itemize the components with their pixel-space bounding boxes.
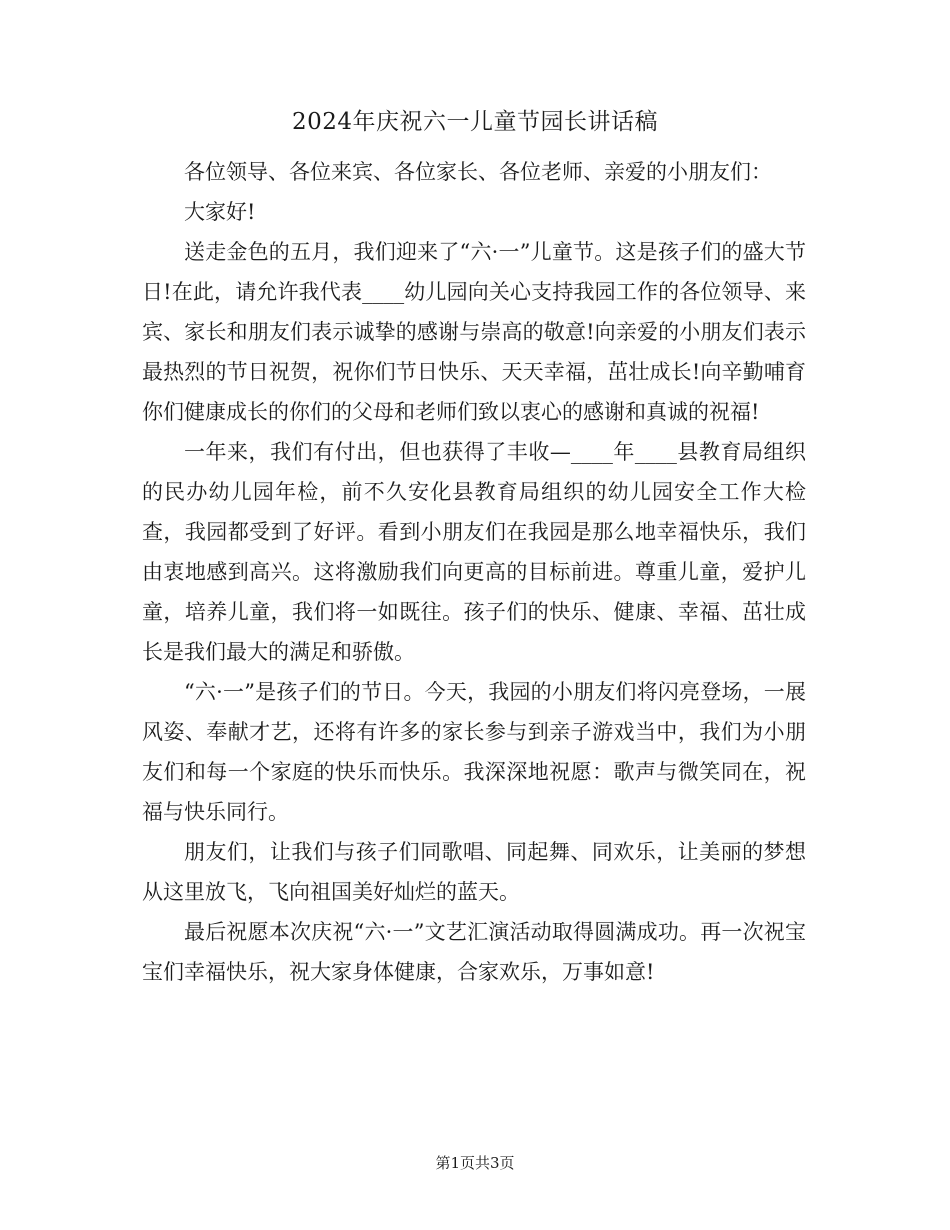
body-paragraph-3: “六·一”是孩子们的节日。今天，我园的小朋友们将闪亮登场，一展风姿、奉献才艺，还将有许多的家长参与到亲子游戏当中，我们为小朋友们和每一个家庭的快乐而快乐。我深深地祝愿：歌声与微笑同在，祝福与快乐同行。 xyxy=(142,680,806,824)
greeting-paragraph: 大家好! xyxy=(184,200,256,224)
body-paragraph-2: 一年来，我们有付出，但也获得了丰收—____年____县教育局组织的民办幼儿园年检，前不久安化县教育局组织的幼儿园安全工作大检查，我园都受到了好评。看到小朋友们在我园是那么地幸福快乐，我们由衷地感到高兴。这将激励我们向更高的目标前进。尊重儿童，爱护儿童，培养儿童，我们将一如既往。孩子们的快乐、健康、幸福、茁壮成长是我们最大的满足和骄傲。 xyxy=(142,440,806,664)
body-paragraph-4: 朋友们，让我们与孩子们同歌唱、同起舞、同欢乐，让美丽的梦想从这里放飞，飞向祖国美好灿烂的蓝天。 xyxy=(142,840,806,904)
page-number-footer: 第1页共3页 xyxy=(435,1154,515,1172)
body-paragraph-1: 送走金色的五月，我们迎来了“六·一”儿童节。这是孩子们的盛大节日!在此，请允许我代表____幼儿园向关心支持我园工作的各位领导、来宾、家长和朋友们表示诚挚的感谢与崇高的敬意!向亲爱的小朋友们表示最热烈的节日祝贺，祝你们节日快乐、天天幸福，茁壮成长!向辛勤哺育你们健康成长的你们的父母和老师们致以衷心的感谢和真诚的祝福! xyxy=(142,240,806,424)
document-title: 2024年庆祝六一儿童节园长讲话稿 xyxy=(291,109,659,135)
document-body xyxy=(142,152,806,992)
closing-paragraph: 最后祝愿本次庆祝“六·一”文艺汇演活动取得圆满成功。再一次祝宝宝们幸福快乐，祝大家身体健康，合家欢乐，万事如意! xyxy=(142,920,806,984)
salutation-paragraph: 各位领导、各位来宾、各位家长、各位老师、亲爱的小朋友们： xyxy=(184,160,772,184)
